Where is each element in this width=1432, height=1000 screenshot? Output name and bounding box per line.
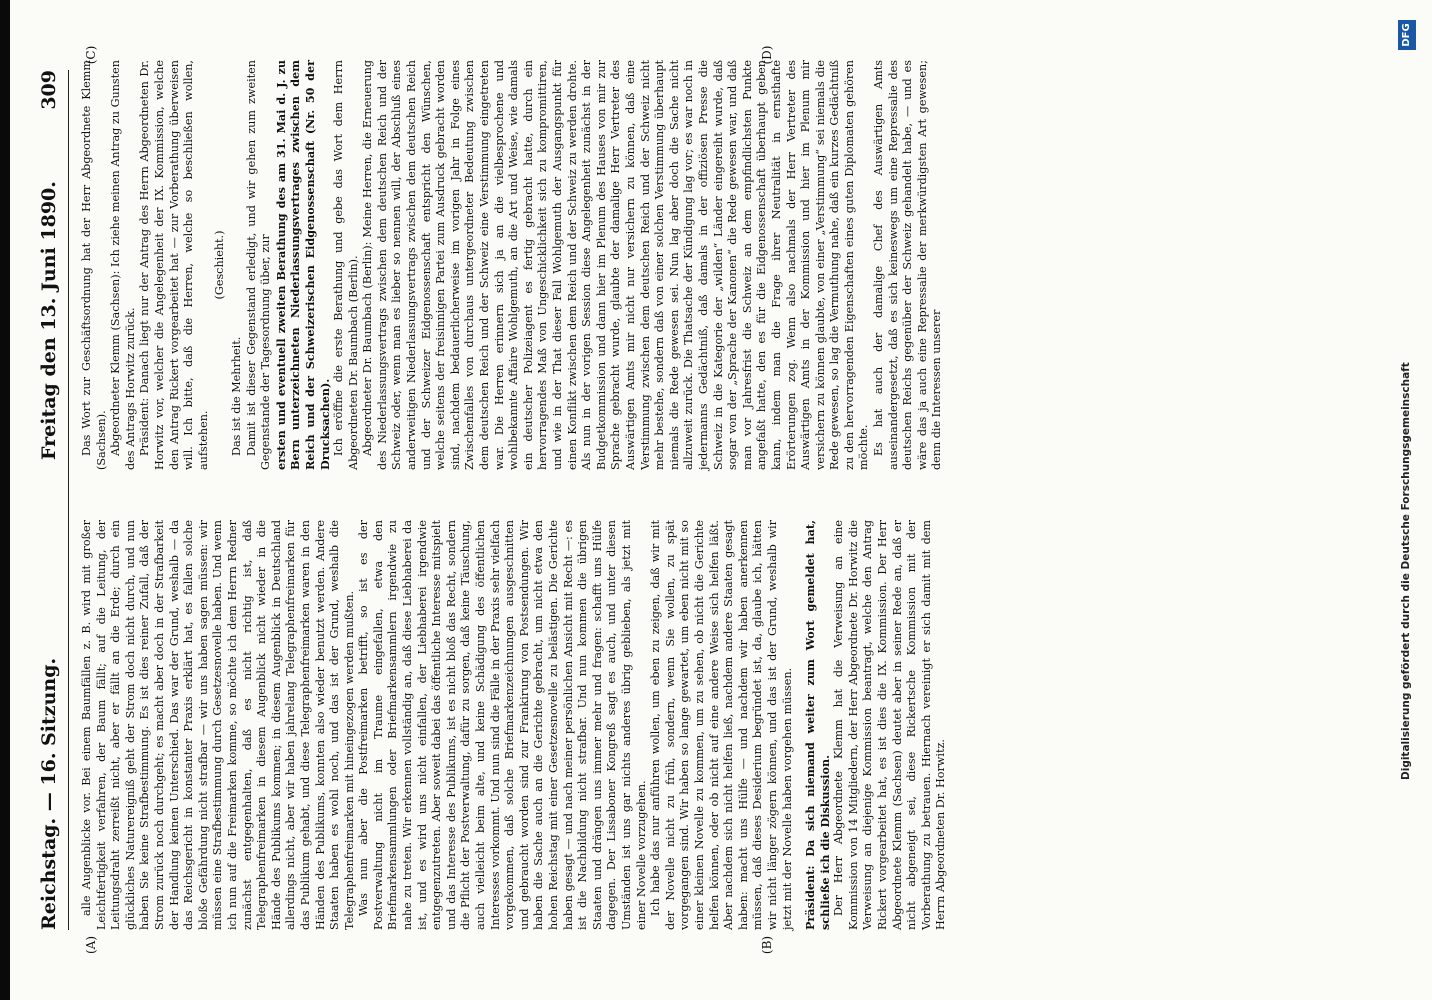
stage-direction: (Geschieht.) [213,230,227,300]
paragraph: Ich habe das nur anführen wollen, um eben zu zeigen, daß wir mit der Novelle nicht zu früh, sondern, wenn Sie wollen, zu spät vorgegangen sind. Wir haben so lange gewartet, um eben nicht mit so einer kleinen Novelle zu kommen, um zu sehen, ob nicht die Gerichte helfen können, oder ob nicht auf eine andere Weise sich helfen läßt. Aber nachdem sich nicht helfen ließ, nachdem andere Staaten gesagt haben: macht uns Hülfe — und nachdem wir haben anerkennen müssen, daß dieses Desiderium begründet ist, da, glaube ich, hätten wir nicht länger zögern können, und das ist der Grund, weshalb wir jetzt mit der Novelle haben vorgehen müssen. [649,520,794,930]
page-number: 309 [38,70,60,110]
paragraph: Ich eröffne die erste Berathung und gebe das Wort dem Herrn Abgeordneten Dr. Baumbach (Berlin). [332,60,360,470]
paragraph: Damit ist dieser Gegenstand erledigt, und wir gehen zum zweiten Gegenstande der Tagesordnung über, zur [244,60,273,470]
paragraph: Es hat auch der damalige Chef des Auswärtigen Amts auseinandergesetzt, daß es sich keineswegs um eine Repressalie des deutschen Reichs gegenüber der Schweiz gehandelt habe, — und es wäre das ja auch eine Repressalie der merkwürdigsten Art gewesen; denn die Interessen unserer [872,60,944,470]
paragraph: alle Augenblicke vor. Bei einem Baumfällen z. B. wird mit großer Leichtfertigkeit verfahren, der Baum fällt; auf die Leitung, der Leitungsdraht zerreißt nicht, aber er fällt an die Erde; durch ein glückliches Naturereigniß geht der Strom doch nicht durch, und nun haben Sie keine Strafbestimmung. Es ist dies reiner Zufall, daß der Strom zurück noch durchgeht; es macht aber doch in der Strafbarkeit der Handlung keinen Unterschied. Das war der Grund, weshalb — da das Reichsgericht in konstanter Praxis erklärt hat, es fallen solche bloße Gefährdung nicht strafbar — wir uns haben sagen müssen: wir müssen eine Strafbestimmung durch Gesetzesnovelle haben. Und wenn ich nun auf die Freimarken komme, so möchte ich dem Herrn Redner zunächst entgegenhalten, daß es nicht richtig ist, daß Telegraphenfreimarken in diesem Augenblick nicht wieder in die Hände des Publikums kommen; in diesem Augenblick in Deutschland allerdings nicht, aber wir haben jahrelang Telegraphenfreimarken für das Publikum gehabt, und diese Telegraphenfreimarken waren in den Händen des Publikums, konnten also wieder benutzt werden. Andere Staaten haben es wohl noch, und das ist der Grund, weshalb die Telegraphenfreimarken mit hineingezogen werden mußten. [80,520,356,930]
header-rule [68,70,69,930]
scan-edge [0,0,10,1000]
paragraph: Was nun aber die Postfreimarken betrifft, so ist es der Postverwaltung nicht im Traume eingefallen, etwa den Briefmarkensammlungen oder Briefmarkensammlern irgendwie zu nahe zu treten. Wir erkennen vollständig an, daß diese Liebhaberei da ist, und es wird uns nicht einfallen, der Liebhaberei irgendwie entgegenzutreten. Aber soweit dabei das öffentliche Interesse mitspielt und das Interesse des Publikums, ist es nicht bloß das Recht, sondern die Pflicht der Postverwaltung, dafür zu sorgen, daß keine Täuschung, auch vielleicht beim alte, und keine Schädigung des öffentlichen Interesses vorkommt. Und nun sind die Fälle in der Praxis sehr vielfach vorgekommen, daß solche Briefmarkenzeichnungen ausgeschnitten und gebraucht worden sind zur Frankirung von Postsendungen. Wir haben die Sache auch an die Gerichte gebracht, um nicht etwa den hohen Reichstag mit einer Gesetzesnovelle zu belästigen. Die Gerichte haben gesagt — und nach meiner persönlichen Ansicht mit Recht —: es ist die Nachbildung nicht strafbar. Und nun kommen die übrigen Staaten und drängen uns immer mehr und fragen: schafft uns Hülfe dagegen. Der Lissaboner Kongreß sagt es auch, und unter diesen Umständen ist uns gar nichts anderes übrig geblieben, als jetzt mit einer Novelle vorzugehen. [357,520,648,930]
margin-marker-a: (A) [84,935,98,955]
agenda-item-title: ersten und eventuell zweiten Berathung des am 31. Mai d. J. zu Bern unterzeichneten Niederlassungsvertrages zwischen dem Reich und der Schweizerischen Eidgenossenschaft (Nr. 50 der Drucksachen). [273,60,332,470]
header-left: Reichstag. — 16. Sitzung. [38,657,60,930]
paragraph: Der Herr Abgeordnete Klemm hat die Verweisung an eine Kommission von 14 Mitgliedern, der Herr Abgeordnete Dr. Horwitz die Verweisung an diejenige Kommission beantragt, welche den Antrag Rickert vorgearbeitet hat, es ist dies die IX. Kommission. Der Herr Abgeordnete Klemm (Sachsen) deutet aber in seiner Rede an, daß er nicht abgeneigt sei, diese Rickertsche Kommission mit der Vorberathung zu betrauen. Hiernach vereinigt er sich damit mit dem Herrn Abgeordneten Dr. Horwitz. [832,520,948,930]
margin-marker-c: (C) [84,45,98,65]
dfg-logo: DFG [1398,20,1416,50]
margin-marker-b: (B) [760,935,774,955]
margin-marker-d: (D) [760,45,774,65]
left-column [80,520,949,930]
paragraph: Das ist die Mehrheit. [229,336,243,456]
header-date: Freitag den 13. Juni 1890. [38,181,60,460]
digitization-credit: Digitalisierung gefördert durch die Deutsche Forschungsgemeinschaft [1400,362,1412,780]
paragraph-president: Präsident: Da sich niemand weiter zum Wort gemeldet hat, schließe ich die Diskussion. [803,520,832,930]
right-column [80,60,945,470]
paragraph: Abgeordneter Klemm (Sachsen): Ich ziehe meinen Antrag zu Gunsten des Antrags Horwitz zurück. [109,60,137,470]
paragraph: Präsident: Danach liegt nur der Antrag des Herrn Abgeordneten Dr. Horwitz vor, welcher die Angelegenheit der IX. Kommission, welche den Antrag Rickert vorgearbeitet hat — zur Vorberathung überweisen will. Ich bitte, daß die Herren, welche so beschließen wollen, aufstehen. [138,60,210,470]
paragraph: Das Wort zur Geschäftsordnung hat der Herr Abgeordnete Klemm (Sachsen). [80,60,108,470]
page-header [38,70,78,930]
paragraph: Abgeordneter Dr. Baumbach (Berlin): Meine Herren, die Erneuerung des Niederlassungsvertrags zwischen dem deutschen Reich und der Schweiz oder, wenn man es lieber so nennen will, der Abschluß eines anderweitigen Niederlassungsvertrags zwischen dem deutschen Reich und der Schweizer Eidgenossenschaft entspricht den Wünschen, welche seitens der freisinnigen Partei zum Ausdruck gebracht worden sind, nachdem bedauerlicherweise im vorigen Jahr in Folge eines Zwischenfalles von durchaus untergeordneter Bedeutung zwischen dem deutschen Reich und der Schweiz eine Verstimmung eingetreten war. Die Herren erinnern sich ja an die vielbesprochene und wohlbekannte Affaire Wohlgemuth, an die Art und Weise, wie damals ein deutscher Polizeiagent es fertig gebracht hatte, durch ein hervorragendes Maß von Ungeschicklichkeit sich zu kompromittiren, und wie in der That dieser Fall Wohlgemuth der Ausgangspunkt für einen Konflikt zwischen dem Reich und der Schweiz zu werden drohte. Als nun in der vorigen Session diese Angelegenheit zunächst in der Budgetkommission und dann hier im Plenum des Hauses von mir zur Sprache gebracht wurde, glaubte der damalige Herr Vertreter des Auswärtigen Amts mir nicht nur versichern zu können, daß eine Verstimmung zwischen dem deutschen Reich und der Schweiz nicht mehr bestehe, sondern daß von einer solchen Verstimmung überhaupt niemals die Rede gewesen sei. Nun lag aber doch die Sache nicht allzuweit zurück. Die Thatsache der Kündigung lag vor; es war noch in jedermanns Gedächtniß, daß damals in der offiziösen Presse die Schweiz in die Kategorie der „wilden“ Länder eingereiht wurde, daß sogar von der „Sprache der Kanonen“ die Rede gewesen war, und daß man vor Jahresfrist die Schweiz an dem empfindlichsten Punkte angefaßt hatte, den es für die Eidgenossenschaft überhaupt geben kann, indem man die Frage ihrer Neutralität in ernsthafte Erörterungen zog. Wenn also nachmals der Herr Vertreter des Auswärtigen Amts in der Kommission und hier im Plenum mir versichern zu können glaubte, von einer „Verstimmung“ sei niemals die Rede gewesen, so lag die Vermuthung nahe, daß ein kurzes Gedächtniß zu den hervorragenden Eigenschaften eines guten Diplomaten gehören möchte. [361,60,871,470]
